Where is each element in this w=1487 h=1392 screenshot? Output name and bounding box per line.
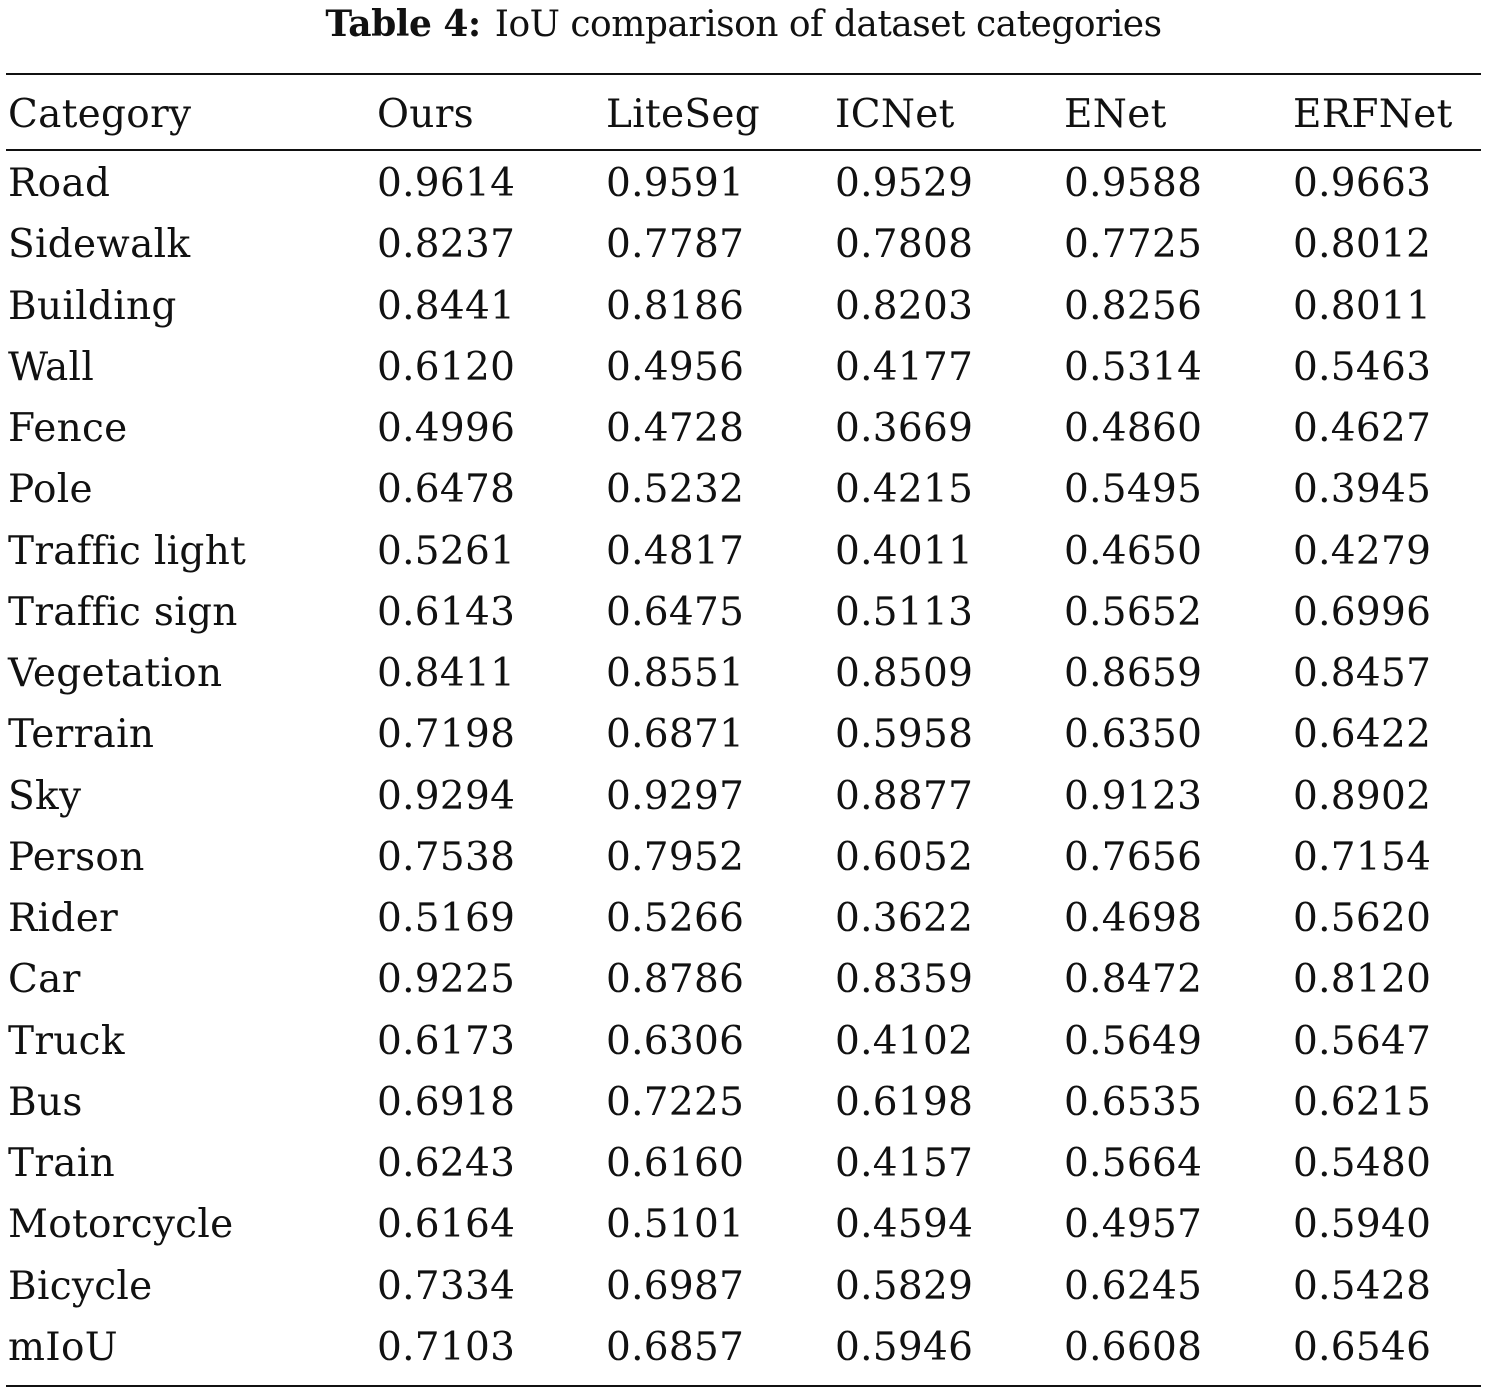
cell-liteseg: 0.7225: [606, 1079, 745, 1125]
cell-icnet: 0.4011: [835, 528, 974, 574]
cell-enet: 0.5652: [1064, 589, 1203, 635]
cell-ours: 0.6120: [377, 344, 516, 390]
table-row: [8, 1194, 1483, 1255]
table-row: [8, 337, 1483, 398]
cell-liteseg: 0.5266: [606, 896, 745, 942]
cell-category: Train: [8, 1141, 115, 1187]
cell-enet: 0.9588: [1064, 161, 1203, 207]
cell-erfnet: 0.6546: [1293, 1324, 1432, 1370]
cell-category: Bus: [8, 1079, 83, 1125]
cell-liteseg: 0.9297: [606, 773, 745, 819]
header-enet: ENet: [1064, 91, 1167, 137]
table-header: [8, 79, 1483, 153]
cell-liteseg: 0.9591: [606, 161, 745, 207]
cell-liteseg: 0.6475: [606, 589, 745, 635]
cell-liteseg: 0.7952: [606, 834, 745, 880]
cell-liteseg: 0.6857: [606, 1324, 745, 1370]
cell-liteseg: 0.8186: [606, 283, 745, 329]
cell-enet: 0.5495: [1064, 467, 1203, 513]
header-row: [8, 79, 1483, 149]
cell-category: Traffic light: [8, 528, 247, 574]
cell-ours: 0.5169: [377, 896, 516, 942]
table-row: [8, 1011, 1483, 1072]
table-body: [8, 153, 1483, 1378]
cell-ours: 0.7198: [377, 712, 516, 758]
bottom-rule: [6, 1385, 1481, 1387]
cell-erfnet: 0.8120: [1293, 957, 1432, 1003]
cell-ours: 0.9614: [377, 161, 516, 207]
table-row: [8, 1256, 1483, 1317]
cell-ours: 0.9294: [377, 773, 516, 819]
cell-category: Pole: [8, 467, 93, 513]
cell-icnet: 0.7808: [835, 222, 974, 268]
header-liteseg: LiteSeg: [606, 91, 760, 137]
cell-liteseg: 0.4817: [606, 528, 745, 574]
cell-enet: 0.7725: [1064, 222, 1203, 268]
cell-enet: 0.9123: [1064, 773, 1203, 819]
cell-enet: 0.7656: [1064, 834, 1203, 880]
cell-ours: 0.8441: [377, 283, 516, 329]
cell-icnet: 0.8877: [835, 773, 974, 819]
cell-ours: 0.4996: [377, 406, 516, 452]
cell-erfnet: 0.5647: [1293, 1018, 1432, 1064]
cell-icnet: 0.5958: [835, 712, 974, 758]
cell-ours: 0.6164: [377, 1202, 516, 1248]
cell-ours: 0.7334: [377, 1263, 516, 1309]
cell-enet: 0.4698: [1064, 896, 1203, 942]
cell-liteseg: 0.5101: [606, 1202, 745, 1248]
cell-liteseg: 0.6987: [606, 1263, 745, 1309]
cell-icnet: 0.5113: [835, 589, 974, 635]
cell-category: Terrain: [8, 712, 155, 758]
cell-icnet: 0.9529: [835, 161, 974, 207]
table-row: [8, 521, 1483, 582]
cell-icnet: 0.4594: [835, 1202, 974, 1248]
cell-liteseg: 0.7787: [606, 222, 745, 268]
cell-category: Motorcycle: [8, 1202, 234, 1248]
cell-category: mIoU: [8, 1324, 118, 1370]
cell-ours: 0.6918: [377, 1079, 516, 1125]
cell-ours: 0.8411: [377, 651, 516, 697]
cell-icnet: 0.4157: [835, 1141, 974, 1187]
cell-liteseg: 0.8551: [606, 651, 745, 697]
cell-ours: 0.7103: [377, 1324, 516, 1370]
cell-erfnet: 0.4627: [1293, 406, 1432, 452]
cell-enet: 0.4957: [1064, 1202, 1203, 1248]
header-category: Category: [8, 91, 192, 137]
cell-erfnet: 0.5620: [1293, 896, 1432, 942]
cell-category: Traffic sign: [8, 589, 238, 635]
table-row: [8, 153, 1483, 214]
table-number: Table 4:: [325, 3, 481, 45]
table-row: [8, 643, 1483, 704]
cell-erfnet: 0.3945: [1293, 467, 1432, 513]
cell-enet: 0.8472: [1064, 957, 1203, 1003]
cell-category: Sky: [8, 773, 82, 819]
cell-liteseg: 0.5232: [606, 467, 745, 513]
cell-ours: 0.7538: [377, 834, 516, 880]
cell-enet: 0.6245: [1064, 1263, 1203, 1309]
header-ours: Ours: [377, 91, 474, 137]
cell-liteseg: 0.4728: [606, 406, 745, 452]
cell-icnet: 0.5829: [835, 1263, 974, 1309]
cell-enet: 0.4860: [1064, 406, 1203, 452]
table-row: [8, 582, 1483, 643]
cell-liteseg: 0.6160: [606, 1141, 745, 1187]
table-row: [8, 1072, 1483, 1133]
cell-ours: 0.9225: [377, 957, 516, 1003]
cell-erfnet: 0.6996: [1293, 589, 1432, 635]
cell-erfnet: 0.8012: [1293, 222, 1432, 268]
cell-icnet: 0.3622: [835, 896, 974, 942]
table-row: [8, 398, 1483, 459]
cell-category: Rider: [8, 896, 119, 942]
cell-enet: 0.5649: [1064, 1018, 1203, 1064]
cell-category: Car: [8, 957, 81, 1003]
cell-erfnet: 0.6422: [1293, 712, 1432, 758]
cell-icnet: 0.8509: [835, 651, 974, 697]
cell-icnet: 0.3669: [835, 406, 974, 452]
cell-liteseg: 0.4956: [606, 344, 745, 390]
table-row: [8, 214, 1483, 275]
table-row: [8, 704, 1483, 765]
cell-enet: 0.5314: [1064, 344, 1203, 390]
cell-liteseg: 0.6306: [606, 1018, 745, 1064]
cell-category: Wall: [8, 344, 95, 390]
cell-erfnet: 0.8902: [1293, 773, 1432, 819]
cell-enet: 0.6350: [1064, 712, 1203, 758]
cell-erfnet: 0.8457: [1293, 651, 1432, 697]
cell-category: Person: [8, 834, 145, 880]
cell-category: Sidewalk: [8, 222, 191, 268]
cell-erfnet: 0.5463: [1293, 344, 1432, 390]
cell-ours: 0.5261: [377, 528, 516, 574]
table-row: [8, 459, 1483, 520]
top-rule: [6, 73, 1481, 75]
cell-erfnet: 0.4279: [1293, 528, 1432, 574]
cell-erfnet: 0.8011: [1293, 283, 1432, 329]
cell-erfnet: 0.6215: [1293, 1079, 1432, 1125]
cell-icnet: 0.4177: [835, 344, 974, 390]
table-row: [8, 276, 1483, 337]
cell-ours: 0.6243: [377, 1141, 516, 1187]
cell-erfnet: 0.5940: [1293, 1202, 1432, 1248]
cell-erfnet: 0.7154: [1293, 834, 1432, 880]
cell-category: Bicycle: [8, 1263, 153, 1309]
table-row: [8, 1317, 1483, 1378]
table-row: [8, 766, 1483, 827]
cell-erfnet: 0.5428: [1293, 1263, 1432, 1309]
cell-ours: 0.6478: [377, 467, 516, 513]
header-icnet: ICNet: [835, 91, 955, 137]
cell-category: Road: [8, 161, 111, 207]
cell-icnet: 0.8359: [835, 957, 974, 1003]
cell-category: Truck: [8, 1018, 125, 1064]
cell-liteseg: 0.6871: [606, 712, 745, 758]
cell-icnet: 0.6198: [835, 1079, 974, 1125]
cell-icnet: 0.5946: [835, 1324, 974, 1370]
iou-table: [8, 79, 1483, 1378]
cell-enet: 0.8256: [1064, 283, 1203, 329]
cell-icnet: 0.4102: [835, 1018, 974, 1064]
cell-erfnet: 0.5480: [1293, 1141, 1432, 1187]
table-row: [8, 949, 1483, 1010]
cell-ours: 0.6143: [377, 589, 516, 635]
cell-enet: 0.5664: [1064, 1141, 1203, 1187]
table-row: [8, 888, 1483, 949]
cell-erfnet: 0.9663: [1293, 161, 1432, 207]
table-row: [8, 827, 1483, 888]
cell-icnet: 0.4215: [835, 467, 974, 513]
cell-ours: 0.8237: [377, 222, 516, 268]
cell-enet: 0.8659: [1064, 651, 1203, 697]
cell-icnet: 0.8203: [835, 283, 974, 329]
cell-ours: 0.6173: [377, 1018, 516, 1064]
cell-enet: 0.6535: [1064, 1079, 1203, 1125]
cell-category: Building: [8, 283, 177, 329]
table-title: IoU comparison of dataset categories: [494, 4, 1162, 45]
table-caption: [0, 0, 1487, 50]
cell-liteseg: 0.8786: [606, 957, 745, 1003]
cell-category: Fence: [8, 406, 128, 452]
cell-enet: 0.4650: [1064, 528, 1203, 574]
table-row: [8, 1133, 1483, 1194]
cell-category: Vegetation: [8, 651, 223, 697]
cell-icnet: 0.6052: [835, 834, 974, 880]
cell-enet: 0.6608: [1064, 1324, 1203, 1370]
header-erfnet: ERFNet: [1293, 91, 1453, 137]
